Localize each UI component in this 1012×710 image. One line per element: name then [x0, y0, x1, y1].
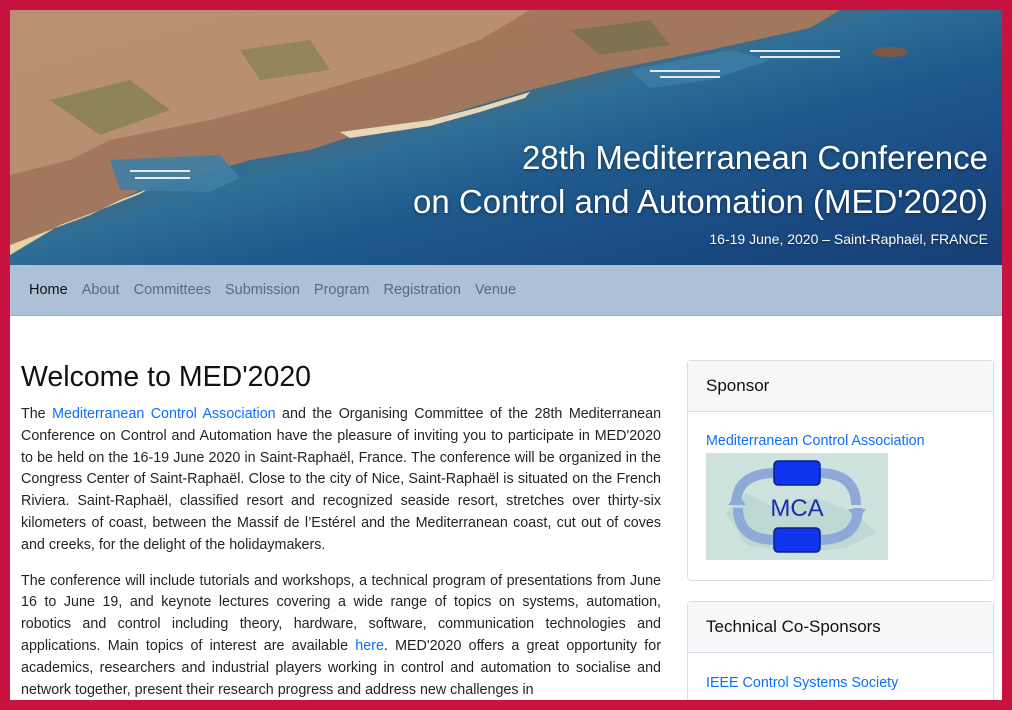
nav-venue[interactable]: Venue	[474, 282, 517, 298]
header-banner	[10, 10, 1002, 265]
sponsor-card	[687, 360, 994, 581]
main-navigation	[10, 265, 1002, 316]
nav-home[interactable]: Home	[29, 282, 68, 298]
intro-paragraph	[21, 404, 661, 557]
nav-committees[interactable]: Committees	[133, 282, 211, 298]
program-body-end: . MED'2020 offers a great opportunity for academics, researchers and industrial players working in control and automation to socialise and network together, present their research progress and address new challenges in	[21, 637, 661, 698]
cosponsor-card-title: Technical Co-Sponsors	[688, 602, 993, 653]
nav-submission[interactable]: Submission	[224, 282, 300, 298]
page-frame	[10, 10, 1002, 700]
mca-logo[interactable]	[706, 453, 888, 560]
intro-body: and the Organising Committee of the 28th Mediterranean Conference on Control and Automation have the pleasure of inviting you to participate in MED'2020 to be held on the 16-19 June 2020 in Saint-Raphaël, France. The conference will be organized in the Congress Center of Saint-Raphaël. Close to the city of Nice, Saint-Raphaël is situated on the French Riviera. Saint-Raphaël, classified resort and recognized seaside resort, stretches over thirty-six kilometers of coast, between the Massif de l’Estérel and the Mediterranean coast, cut out of coves and creeks, for the delight of the holidaymakers.	[21, 406, 662, 553]
ieee-css-link[interactable]: IEEE Control Systems Society	[706, 675, 899, 691]
sponsor-card-title: Sponsor	[688, 361, 993, 412]
sponsor-link[interactable]: Mediterranean Control Association	[706, 433, 925, 449]
main-content	[21, 360, 661, 700]
intro-prefix: The	[21, 406, 53, 422]
conference-dates: 16-19 June, 2020 – Saint-Raphaël, FRANCE	[709, 231, 988, 247]
conference-title-line2: on Control and Automation (MED'2020)	[413, 183, 988, 220]
conference-title-line1: 28th Mediterranean Conference	[522, 139, 988, 176]
mca-link[interactable]: Mediterranean Control Association	[52, 406, 276, 422]
conference-title	[413, 136, 988, 224]
topics-link[interactable]: here	[355, 637, 384, 654]
cosponsor-card	[687, 601, 994, 700]
program-body: The conference will include tutorials and workshops, a technical program of presentations from June 16 to June 19, and keynote lectures covering a wide range of topics on systems, automation, robotics and control including theory, hardware, software, communication technologies and applications. Main topics of interest are available	[21, 572, 661, 654]
program-paragraph	[21, 571, 661, 700]
nav-registration[interactable]: Registration	[383, 282, 461, 298]
page-title: Welcome to MED'2020	[21, 361, 312, 393]
mca-logo-text: MCA	[770, 495, 824, 522]
nav-program[interactable]: Program	[313, 282, 370, 298]
nav-about[interactable]: About	[81, 282, 120, 298]
